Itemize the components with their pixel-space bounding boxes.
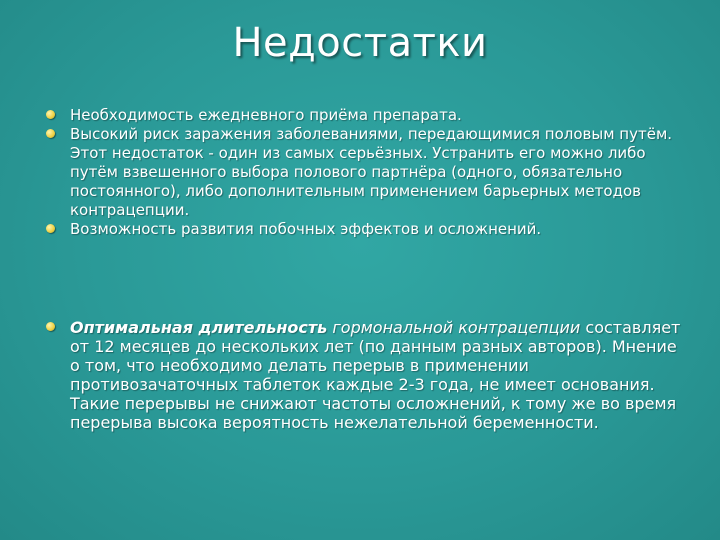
bullet-text: Возможность развития побочных эффектов и осложнений. — [70, 220, 542, 238]
bullet-list-secondary — [46, 318, 686, 432]
slide-title: Недостатки — [232, 20, 488, 66]
bullet-dot-icon — [46, 110, 55, 119]
bullet-item — [46, 125, 686, 220]
bullet-item — [46, 106, 686, 125]
bullet-list — [46, 106, 686, 239]
bullet-item — [46, 220, 686, 239]
bullet-item — [46, 318, 686, 432]
bullet-dot-icon — [46, 129, 55, 138]
bullet-text: Необходимость ежедневного приёма препарата. — [70, 106, 462, 124]
bullet-text: составляет от 12 месяцев до нескольких лет (по данным разных авторов). Мнение о том, что необходимо делать перерыв в применении противозачаточных таблеток каждые 2-3 года, не имеет основания. Такие перерывы не снижают частоты осложнений, к тому же во время перерыва высока вероятность нежелательной беременности. — [70, 318, 681, 432]
bullet-dot-icon — [46, 224, 55, 233]
bullet-text: Высокий риск заражения заболеваниями, передающимися половым путём. Этот недостаток - один из самых серьёзных. Устранить его можно либо путём взвешенного выбора полового партнёра (одного, обязательно постоянного), либо дополнительным применением барьерных методов контрацепции. — [70, 125, 673, 219]
bullet-dot-icon — [46, 322, 55, 331]
bullet-italic-text: гормональной контрацепции — [327, 318, 581, 337]
bullet-emphasis-text: Оптимальная длительность — [70, 318, 328, 337]
